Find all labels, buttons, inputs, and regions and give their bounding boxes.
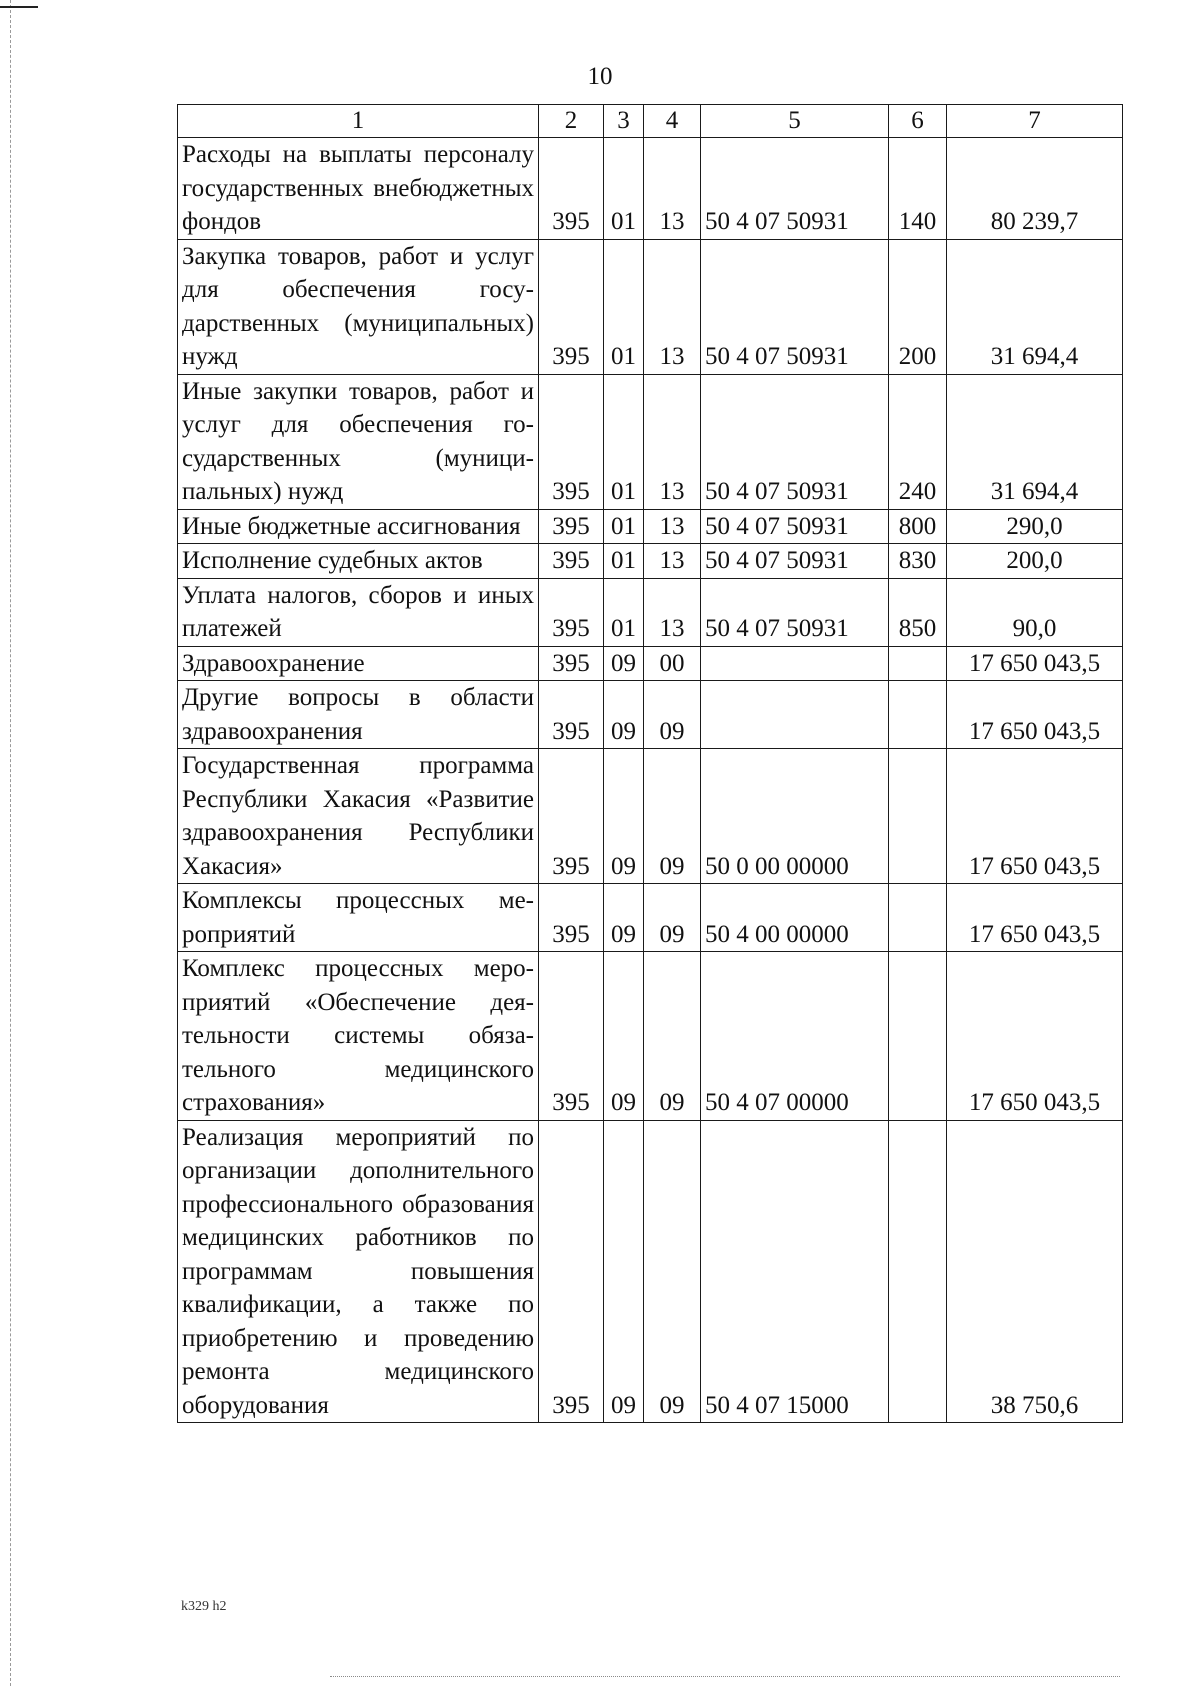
section-code: 09: [604, 646, 644, 681]
admin-code: 395: [539, 749, 604, 884]
subsection-code: 09: [644, 1120, 701, 1423]
subsection-code: 09: [644, 952, 701, 1121]
expense-type-code: 240: [889, 374, 947, 509]
section-code: 01: [604, 138, 644, 240]
row-name: Расходы на выплаты персоналу государственных внебюджетных фондов: [178, 138, 539, 240]
row-name: Закупка товаров, работ и услуг для обеспечения государственных (муниципальных) нужд: [178, 239, 539, 374]
amount: 17 650 043,5: [947, 681, 1123, 749]
expense-type-code: [889, 646, 947, 681]
table-row: [178, 239, 1123, 374]
amount: 290,0: [947, 509, 1123, 544]
amount: 31 694,4: [947, 374, 1123, 509]
row-name: Иные закупки товаров, работ и услуг для обеспечения государственных (муниципальных) нужд: [178, 374, 539, 509]
table-row: [178, 749, 1123, 884]
document-code: k329 h2: [181, 1599, 227, 1614]
subsection-code: 13: [644, 578, 701, 646]
row-name: Комплексы процессных мероприятий: [178, 884, 539, 952]
row-name: Иные бюджетные ассигнования: [178, 509, 539, 544]
admin-code: 395: [539, 646, 604, 681]
admin-code: 395: [539, 544, 604, 579]
expense-type-code: 200: [889, 239, 947, 374]
admin-code: 395: [539, 509, 604, 544]
row-name: Здравоохранение: [178, 646, 539, 681]
amount: 17 650 043,5: [947, 749, 1123, 884]
subsection-code: 09: [644, 884, 701, 952]
table-row: [178, 1120, 1123, 1423]
column-header: 3: [604, 105, 644, 138]
page-number: 10: [587, 63, 613, 90]
row-name: Уплата налогов, сборов и иных платежей: [178, 578, 539, 646]
amount: 90,0: [947, 578, 1123, 646]
amount: 17 650 043,5: [947, 952, 1123, 1121]
target-article-code: 50 4 07 50931: [701, 374, 889, 509]
column-header: 5: [701, 105, 889, 138]
section-code: 01: [604, 374, 644, 509]
section-code: 09: [604, 1120, 644, 1423]
admin-code: 395: [539, 681, 604, 749]
admin-code: 395: [539, 239, 604, 374]
row-name: Государственная программа Республики Хакасия «Развитие здравоохранения Республики Хакасия»: [178, 749, 539, 884]
section-code: 01: [604, 509, 644, 544]
column-header: 1: [178, 105, 539, 138]
subsection-code: 13: [644, 239, 701, 374]
target-article-code: 50 4 00 00000: [701, 884, 889, 952]
amount: 17 650 043,5: [947, 646, 1123, 681]
table-row: [178, 681, 1123, 749]
expense-type-code: 830: [889, 544, 947, 579]
row-name: Комплекс процессных мероприятий «Обеспечение деятельности системы обязательного медицинского страхования»: [178, 952, 539, 1121]
table-row: [178, 952, 1123, 1121]
section-code: 01: [604, 544, 644, 579]
scan-edge-top: [0, 6, 38, 8]
column-header: 4: [644, 105, 701, 138]
admin-code: 395: [539, 952, 604, 1121]
admin-code: 395: [539, 1120, 604, 1423]
table-row: [178, 578, 1123, 646]
target-article-code: [701, 681, 889, 749]
section-code: 09: [604, 952, 644, 1121]
section-code: 09: [604, 749, 644, 884]
amount: 38 750,6: [947, 1120, 1123, 1423]
target-article-code: [701, 646, 889, 681]
scan-edge-bottom: [330, 1676, 1120, 1677]
target-article-code: 50 4 07 15000: [701, 1120, 889, 1423]
expense-type-code: [889, 1120, 947, 1423]
target-article-code: 50 4 07 50931: [701, 239, 889, 374]
subsection-code: 00: [644, 646, 701, 681]
table-row: [178, 138, 1123, 240]
expense-type-code: 140: [889, 138, 947, 240]
section-code: 09: [604, 884, 644, 952]
target-article-code: 50 4 07 50931: [701, 578, 889, 646]
target-article-code: 50 4 07 50931: [701, 138, 889, 240]
amount: 17 650 043,5: [947, 884, 1123, 952]
subsection-code: 13: [644, 138, 701, 240]
amount: 200,0: [947, 544, 1123, 579]
admin-code: 395: [539, 138, 604, 240]
table-row: [178, 544, 1123, 579]
row-name: Другие вопросы в области здравоохранения: [178, 681, 539, 749]
expense-type-code: [889, 884, 947, 952]
table-row: [178, 884, 1123, 952]
section-code: 01: [604, 578, 644, 646]
target-article-code: 50 4 07 50931: [701, 544, 889, 579]
admin-code: 395: [539, 374, 604, 509]
section-code: 01: [604, 239, 644, 374]
table-row: [178, 374, 1123, 509]
subsection-code: 13: [644, 544, 701, 579]
scan-edge-left: [10, 0, 11, 1686]
row-name: Исполнение судебных актов: [178, 544, 539, 579]
subsection-code: 13: [644, 374, 701, 509]
admin-code: 395: [539, 578, 604, 646]
table-row: [178, 646, 1123, 681]
expense-type-code: 800: [889, 509, 947, 544]
target-article-code: 50 0 00 00000: [701, 749, 889, 884]
budget-table: [177, 104, 1123, 1423]
column-header: 6: [889, 105, 947, 138]
subsection-code: 13: [644, 509, 701, 544]
expense-type-code: 850: [889, 578, 947, 646]
column-header: 7: [947, 105, 1123, 138]
section-code: 09: [604, 681, 644, 749]
subsection-code: 09: [644, 681, 701, 749]
column-header: 2: [539, 105, 604, 138]
row-name: Реализация мероприятий по организации дополнительного профессионального образования медицинских работников по программам повышения квалификации, а также по приобретению и проведению ремонта медицинского оборудования: [178, 1120, 539, 1423]
expense-type-code: [889, 749, 947, 884]
target-article-code: 50 4 07 00000: [701, 952, 889, 1121]
table-row: [178, 509, 1123, 544]
expense-type-code: [889, 681, 947, 749]
header-row: [178, 105, 1123, 138]
subsection-code: 09: [644, 749, 701, 884]
amount: 80 239,7: [947, 138, 1123, 240]
amount: 31 694,4: [947, 239, 1123, 374]
target-article-code: 50 4 07 50931: [701, 509, 889, 544]
admin-code: 395: [539, 884, 604, 952]
expense-type-code: [889, 952, 947, 1121]
